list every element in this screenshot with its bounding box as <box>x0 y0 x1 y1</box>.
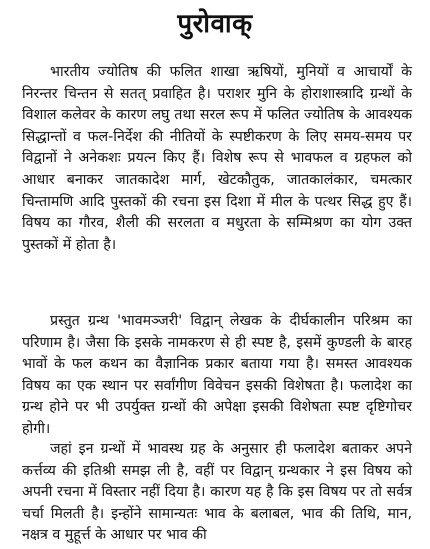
paragraph-3: जहां इन ग्रन्थों में भावस्थ ग्रह के अनुसार ही फलादेश बताकर अपने कर्त्तव्य की इतिश्री समझ ली है, वहीं पर विद्वान् ग्रन्थकार ने इस विषय को अपनी रचना में विस्तार नहीं दिया है। कारण यह है कि इस विषय पर तो सर्वत्र चर्चा मिलती है। इन्होंने सामान्यतः भाव के बलाबल, भाव की तिथि, मान, नक्षत्र व मुहूर्त्त के आधार पर भाव की <box>22 441 412 544</box>
page-title: पुरोवाक् <box>177 9 253 39</box>
paragraph-1: भारतीय ज्योतिष की फलित शाखा ऋषियों, मुनियों व आचार्यों के निरन्तर चिन्तन से सतत् प्रवाहित है। पराशर मुनि के होराशास्त्रादि ग्रन्थों के विशाल कलेवर के कारण लघु तथा सरल रूप में फलित ज्योतिष के आवश्यक सिद्धान्तों व फल-निर्देश की नीतियों के स्पष्टीकरण के लिए समय-समय पर विद्वानों ने अनेकशः प्रयत्न किए हैं। विशेष रूप से भावफल व ग्रहफल को आधार बनाकर जातकादेश मार्ग, खेटकौतुक, जातकालंकार, चमत्कार चिन्तामणि आदि पुस्तकों की रचना इस दिशा में मील के पत्थर सिद्ध हुए हैं। विषय का गौरव, शैली की सरलता व मधुरता के सम्मिश्रण का योग उक्त पुस्तकों में होता है। <box>22 64 412 253</box>
paragraph-2: प्रस्तुत ग्रन्थ 'भावमञ्जरी' विद्वान् लेखक के दीर्घकालीन परिश्रम का परिणाम है। जैसा कि इसके नामकरण से ही स्पष्ट है, इसमें कुण्डली के बारह भावों के फल कथन का वैज्ञानिक प्रकार बताया गया है। समस्त आवश्यक विषय का एक स्थान पर सर्वांगीण विवेचन इसकी विशेषता है। फलादेश का ग्रन्थ होने पर भी उपर्युक्त ग्रन्थों की अपेक्षा इसकी विशेषता स्पष्ट दृष्टिगोचर होगी। <box>22 313 412 437</box>
